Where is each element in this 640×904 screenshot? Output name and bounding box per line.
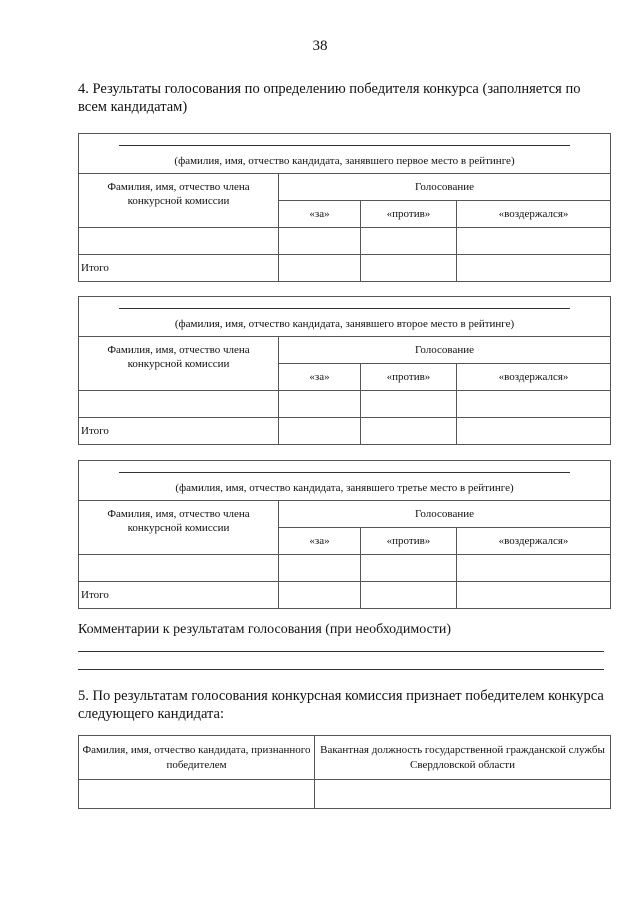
vote-against-cell[interactable] bbox=[361, 391, 457, 418]
total-label: Итого bbox=[79, 582, 279, 609]
total-abstain-cell[interactable] bbox=[457, 418, 611, 445]
voting-header: Голосование bbox=[279, 174, 611, 201]
winner-name-cell[interactable] bbox=[79, 780, 315, 809]
candidate-caption: (фамилия, имя, отчество кандидата, занявшего первое место в рейтинге) bbox=[174, 154, 515, 167]
vote-abstain-cell[interactable] bbox=[457, 391, 611, 418]
total-row bbox=[79, 418, 611, 445]
section-4-heading: 4. Результаты голосования по определению победителя конкурса (заполняется по всем кандидатам) bbox=[78, 81, 581, 115]
vote-against-cell[interactable] bbox=[361, 555, 457, 582]
voting-header: Голосование bbox=[279, 501, 611, 528]
header-row bbox=[79, 337, 611, 364]
winner-name-header: Фамилия, имя, отчество кандидата, признанного победителем bbox=[79, 736, 315, 780]
candidate-row bbox=[79, 461, 611, 501]
vote-against-cell[interactable] bbox=[361, 228, 457, 255]
table-row bbox=[79, 780, 611, 809]
option-against: «против» bbox=[361, 528, 457, 555]
option-abstain: «воздержался» bbox=[457, 528, 611, 555]
vote-table-third-place bbox=[78, 460, 611, 609]
table-row bbox=[79, 555, 611, 582]
member-name-cell[interactable] bbox=[79, 555, 279, 582]
total-for-cell[interactable] bbox=[279, 582, 361, 609]
vacant-position-header: Вакантная должность государственной гражданской службы Свердловской области bbox=[315, 736, 611, 780]
option-abstain: «воздержался» bbox=[457, 364, 611, 391]
comments-label: Комментарии к результатам голосования (при необходимости) bbox=[78, 622, 452, 637]
option-abstain: «воздержался» bbox=[457, 201, 611, 228]
total-against-cell[interactable] bbox=[361, 418, 457, 445]
header-row bbox=[79, 501, 611, 528]
candidate-caption: (фамилия, имя, отчество кандидата, занявшего второе место в рейтинге) bbox=[174, 317, 515, 330]
vote-for-cell[interactable] bbox=[279, 391, 361, 418]
option-for: «за» bbox=[279, 364, 361, 391]
total-row bbox=[79, 255, 611, 282]
total-row bbox=[79, 582, 611, 609]
candidate-name-line bbox=[119, 308, 570, 309]
header-row bbox=[79, 174, 611, 201]
total-abstain-cell[interactable] bbox=[457, 255, 611, 282]
candidate-name-field[interactable] bbox=[79, 297, 611, 337]
table-row bbox=[79, 228, 611, 255]
comments-line-1[interactable] bbox=[78, 651, 604, 652]
candidate-name-field[interactable] bbox=[79, 461, 611, 501]
vote-abstain-cell[interactable] bbox=[457, 555, 611, 582]
vote-abstain-cell[interactable] bbox=[457, 228, 611, 255]
candidate-name-line bbox=[119, 145, 570, 146]
comments-line-2[interactable] bbox=[78, 669, 604, 670]
candidate-row bbox=[79, 297, 611, 337]
candidate-caption: (фамилия, имя, отчество кандидата, занявшего третье место в рейтинге) bbox=[175, 481, 514, 494]
candidate-name-field[interactable] bbox=[79, 134, 611, 174]
option-for: «за» bbox=[279, 201, 361, 228]
option-against: «против» bbox=[361, 364, 457, 391]
page-number: 38 bbox=[312, 38, 328, 54]
vote-table-first-place bbox=[78, 133, 611, 282]
member-header: Фамилия, имя, отчество члена конкурсной комиссии bbox=[79, 337, 279, 391]
member-name-cell[interactable] bbox=[79, 228, 279, 255]
vote-for-cell[interactable] bbox=[279, 555, 361, 582]
vote-for-cell[interactable] bbox=[279, 228, 361, 255]
candidate-row bbox=[79, 134, 611, 174]
option-for: «за» bbox=[279, 528, 361, 555]
vacant-position-cell[interactable] bbox=[315, 780, 611, 809]
total-against-cell[interactable] bbox=[361, 255, 457, 282]
member-header: Фамилия, имя, отчество члена конкурсной комиссии bbox=[79, 501, 279, 555]
section-5-heading: 5. По результатам голосования конкурсная комиссия признает победителем конкурса следующего кандидата: bbox=[78, 688, 604, 722]
total-label: Итого bbox=[79, 418, 279, 445]
option-against: «против» bbox=[361, 201, 457, 228]
total-against-cell[interactable] bbox=[361, 582, 457, 609]
member-name-cell[interactable] bbox=[79, 391, 279, 418]
winner-table bbox=[78, 735, 611, 809]
member-header: Фамилия, имя, отчество члена конкурсной комиссии bbox=[79, 174, 279, 228]
table-row bbox=[79, 391, 611, 418]
total-abstain-cell[interactable] bbox=[457, 582, 611, 609]
vote-table-second-place bbox=[78, 296, 611, 445]
total-for-cell[interactable] bbox=[279, 255, 361, 282]
winner-header-row bbox=[79, 736, 611, 780]
total-for-cell[interactable] bbox=[279, 418, 361, 445]
total-label: Итого bbox=[79, 255, 279, 282]
candidate-name-line bbox=[119, 472, 570, 473]
voting-header: Голосование bbox=[279, 337, 611, 364]
